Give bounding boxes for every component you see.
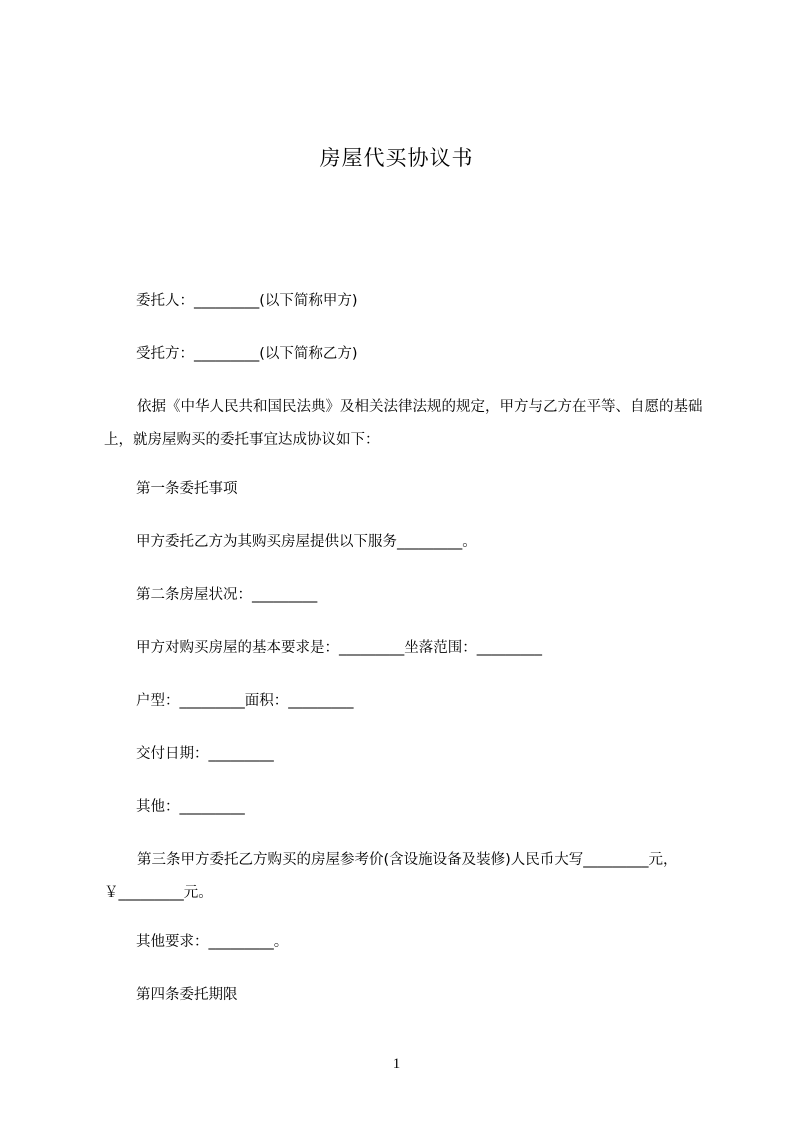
article2-title: 第二条房屋状况：_________ <box>136 587 318 603</box>
article1-body: 甲方委托乙方为其购买房屋提供以下服务_________。 <box>136 534 477 550</box>
document-title: 房屋代买协议书 <box>319 146 474 170</box>
intro-paragraph: 依据《中华人民共和国民法典》及相关法律法规的规定，甲方与乙方在平等、自愿的基础上，就房屋购买的委托事宜达成协议如下： <box>104 399 703 448</box>
agent-line: 受托方：_________(以下简称乙方) <box>136 346 358 362</box>
article4-title: 第四条委托期限 <box>136 987 238 1003</box>
basic-requirements-line: 甲方对购买房屋的基本要求是：_________坐落范围：_________ <box>136 640 542 656</box>
delivery-date-line: 交付日期：_________ <box>136 746 274 762</box>
other-line: 其他：_________ <box>136 799 245 815</box>
layout-area-line: 户型：_________面积：_________ <box>136 693 354 709</box>
principal-line: 委托人：_________(以下简称甲方) <box>136 293 358 309</box>
other-requirements-line: 其他要求：_________。 <box>136 934 289 950</box>
page-number: 1 <box>392 1056 401 1072</box>
article3-paragraph: 第三条甲方委托乙方购买的房屋参考价(含设施设备及装修)人民币大写_________元，￥_________元。 <box>104 852 678 901</box>
article1-title: 第一条委托事项 <box>136 481 238 497</box>
